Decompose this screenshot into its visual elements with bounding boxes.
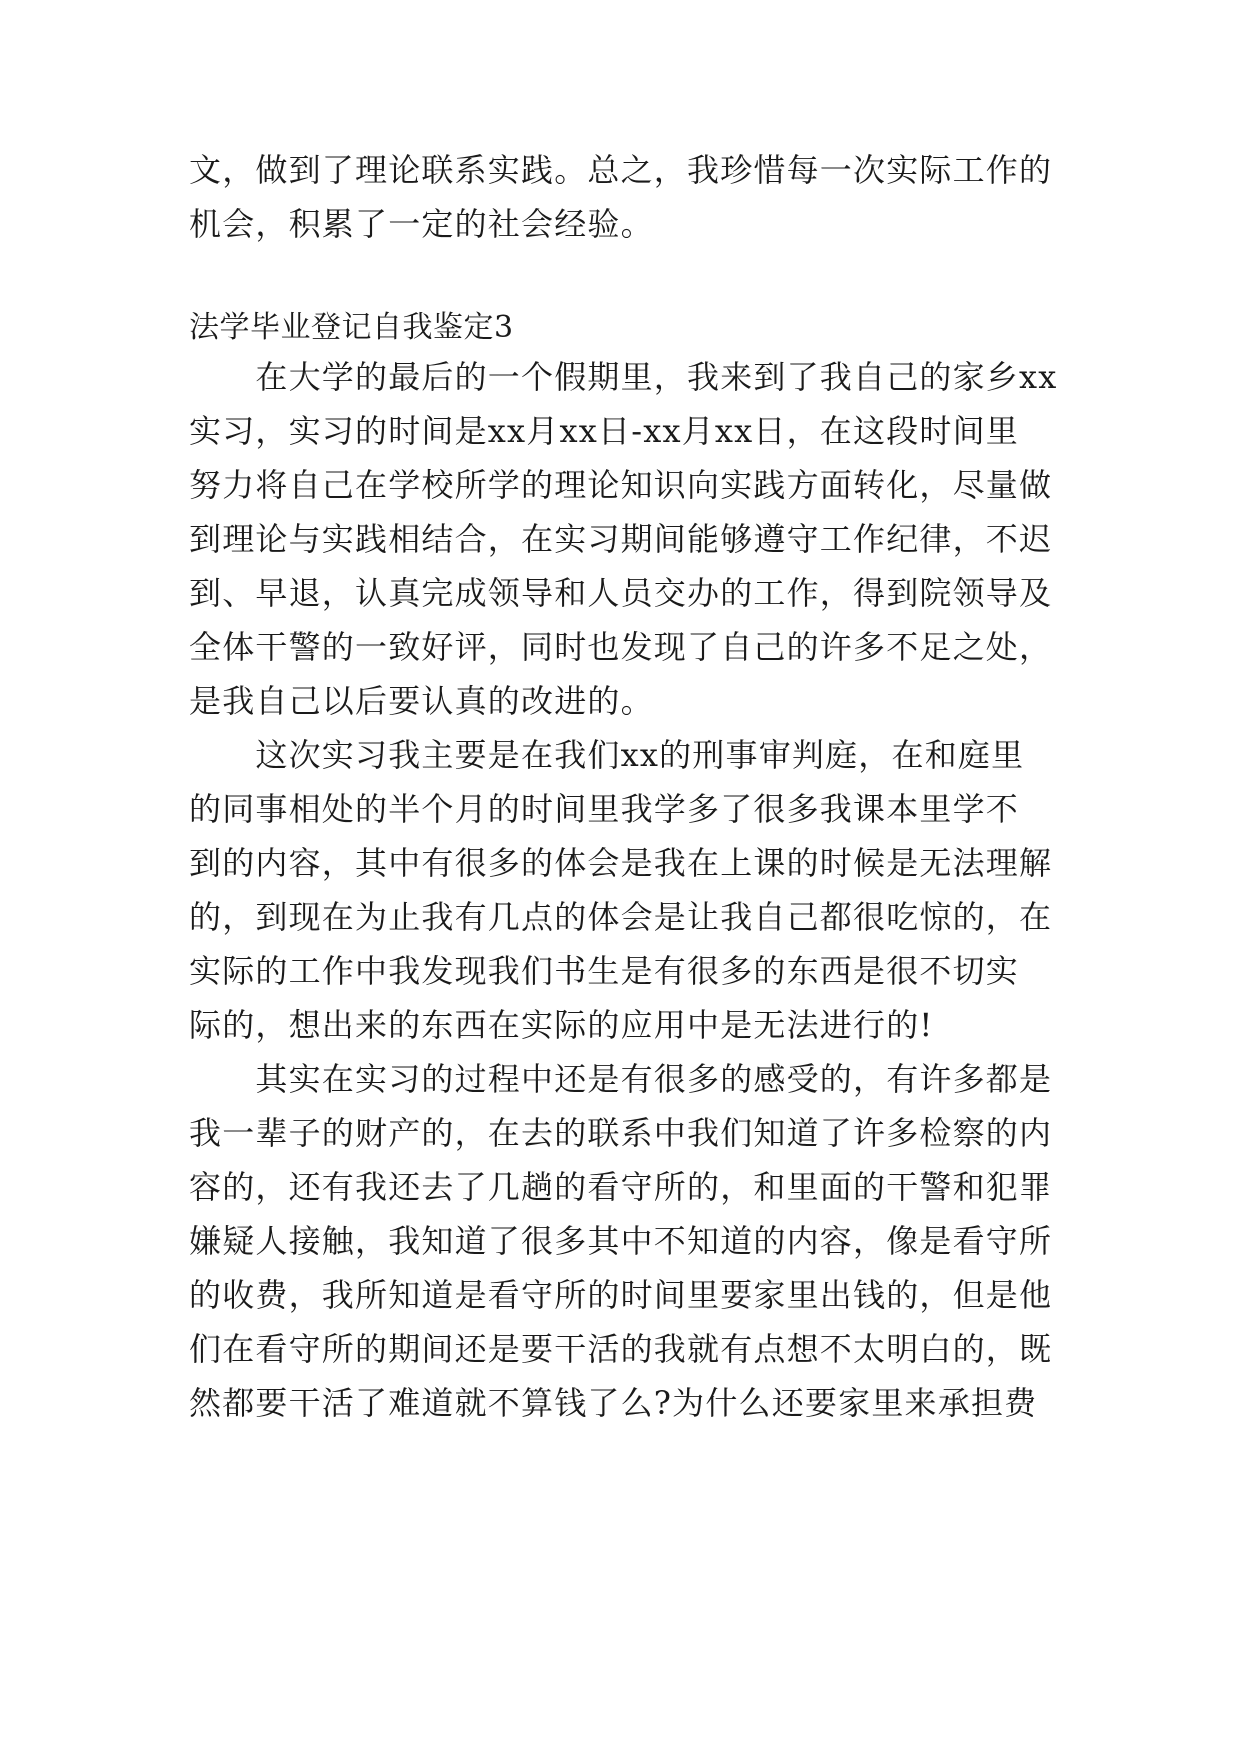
text-line: 这次实习我主要是在我们xx的刑事审判庭，在和庭里 xyxy=(189,736,1025,774)
text-line: 实习，实习的时间是xx月xx日-xx月xx日，在这段时间里 xyxy=(189,412,1019,450)
text-line: 到理论与实践相结合，在实习期间能够遵守工作纪律，不迟 xyxy=(189,520,1053,558)
text-line: 的同事相处的半个月的时间里我学多了很多我课本里学不 xyxy=(189,790,1020,828)
text-line: 实际的工作中我发现我们书生是有很多的东西是很不切实 xyxy=(189,952,1020,990)
section-title: 法学毕业登记自我鉴定3 xyxy=(189,310,514,345)
text-line: 机会，积累了一定的社会经验。 xyxy=(189,205,654,243)
text-line: 到、早退，认真完成领导和人员交办的工作，得到院领导及 xyxy=(189,574,1053,612)
text-line: 们在看守所的期间还是要干活的我就有点想不太明白的，既 xyxy=(189,1330,1053,1368)
text-line: 全体干警的一致好评，同时也发现了自己的许多不足之处， xyxy=(189,628,1053,666)
text-line: 际的，想出来的东西在实际的应用中是无法进行的! xyxy=(189,1006,934,1044)
text-line: 是我自己以后要认真的改进的。 xyxy=(189,682,654,720)
text-line: 到的内容，其中有很多的体会是我在上课的时候是无法理解 xyxy=(189,844,1053,882)
text-line: 我一辈子的财产的，在去的联系中我们知道了许多检察的内 xyxy=(189,1114,1053,1152)
text-line: 的收费，我所知道是看守所的时间里要家里出钱的，但是他 xyxy=(189,1276,1053,1314)
text-line: 的，到现在为止我有几点的体会是让我自己都很吃惊的，在 xyxy=(189,898,1053,936)
text-line: 容的，还有我还去了几趟的看守所的，和里面的干警和犯罪 xyxy=(189,1168,1053,1206)
text-line: 然都要干活了难道就不算钱了么?为什么还要家里来承担费 xyxy=(189,1384,1038,1422)
text-line: 文，做到了理论联系实践。总之，我珍惜每一次实际工作的 xyxy=(189,151,1053,189)
text-line: 在大学的最后的一个假期里，我来到了我自己的家乡xx xyxy=(189,358,1058,396)
text-line: 其实在实习的过程中还是有很多的感受的，有许多都是 xyxy=(189,1060,1053,1098)
text-line: 努力将自己在学校所学的理论知识向实践方面转化，尽量做 xyxy=(189,466,1053,504)
text-line: 嫌疑人接触，我知道了很多其中不知道的内容，像是看守所 xyxy=(189,1222,1053,1260)
